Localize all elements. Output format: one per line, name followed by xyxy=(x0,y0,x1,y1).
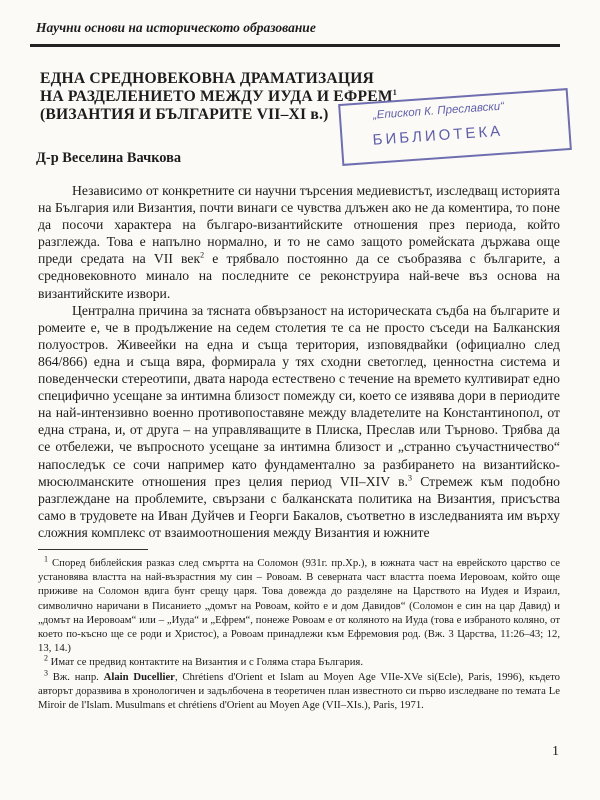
footnote-3 xyxy=(38,670,560,713)
header-rule xyxy=(30,44,560,47)
footnote-separator xyxy=(38,549,148,550)
footnote-ref-2: 2 xyxy=(200,250,205,260)
paragraph-1 xyxy=(38,182,560,302)
footnote-2-text: Имат се предвид контактите на Византия и с Голяма стара България. xyxy=(50,656,364,669)
paragraph-2-text-a: Централна причина за тясната обвързаност на историческата съдба на българите и ромеите е, че в продължение на седем столетия те са не просто съседи на Балканския полуостров. Живеейки на една и съща територия, изповядвайки (официално след 864/866) една и съща вяра, формирала у тях сходни светоглед, ценностна система и поведенчески стереотипи, двата народа естествено с течение на времето култивират едно специфично усещане за интимна близост помежду си, което се изявява дори в периодите на най-интензивно военно противопоставяне между владетелите на Константинопол, от една страна, и, от друга – на управляващите в Плиска, Преслав или Търново. Трябва да се отбележи, че въпросното усещане за интимна близост и „странно съучастничество“ напоследък се сочи например като фундаментално за разбирането на византийско-мюсюлманските отношения през целия период VII–XIV в. xyxy=(38,302,560,489)
title-line-3: (ВИЗАНТИЯ И БЪЛГАРИТЕ VII–XI в.) xyxy=(40,106,329,123)
footnote-3-number: 3 xyxy=(44,668,48,678)
footnotes xyxy=(38,556,560,712)
author-name: Д-р Веселина Вачкова xyxy=(36,150,182,166)
footnote-2-number: 2 xyxy=(44,653,48,663)
paragraph-1-text-a: Независимо от конкретните си научни търсения медиевистът, изследващ историята на България или Византия, почти винаги се чувства длъжен ако не да коментира, то поне да посочи характера на българо-византийските отношения през периода, който разглежда. Това е напълно нормално, и то не само защото ромейската държава още преди средата на VII век xyxy=(38,183,560,267)
title-line-2-text: НА РАЗДЕЛЕНИЕТО МЕЖДУ ИУДА И ЕФРЕМ xyxy=(40,88,393,105)
footnote-2 xyxy=(38,655,560,669)
footnote-1-text: Според библейския разказ след смъртта на Соломон (931г. пр.Хр.), в южната част на еврейското царство се установява властта на най-възрастния му син – Ровоам. В северната част властта поема Иеровоам, който още приживе на Соломон вдига бунт срещу царя. Това довежда до разделяне на Царството на Иудея и Израил, символично наричани в Писанието „домът на Ровоам, който е и дом Давидов“ (Соломон е син на цар Давид) и „домът на Иеровоам“ или – „Иуда“ и „Ефрем“, понеже Ровоам е от коляното на Иуда (това е избраното коляно, от което по-късно ще се роди и Христос), а Ровоам принадлежи към Ефремовия род. (Вж. 3 Царства, 11:26–43; 12, 13, 14.) xyxy=(38,557,561,655)
footnote-3-text-b: , Chrétiens d'Orient et Islam au Moyen Age VIIe-XVe si(Ecle), Paris, 1996), където авторът доразвива в хронологичен и задълбочена в теоретичен план известното си първо изследване по темата Le Miroir de l'Islam. Musulmans et chrétiens d'Orient au Moyen Age (VII–XIs.), Paris, 1971. xyxy=(38,670,560,712)
paragraph-2 xyxy=(38,302,560,541)
paragraph-1-text-b: е трябвало постоянно да се съобразява с българите, а средновековното минало на последните се реконструира най-вече въз основа на византийските извори. xyxy=(38,251,560,301)
paragraph-2-text-b: Стремеж към подобно разглеждане на проблемите, свързани с балканската политика на Византия, присъства само в трудовете на Иван Дуйчев и Георги Бакалов, съответно в изследванията им върху сложния комплекс от взаимоотношения между Византия и южните xyxy=(38,473,560,540)
title-line-1: ЕДНА СРЕДНОВЕКОВНА ДРАМАТИЗАЦИЯ xyxy=(40,70,375,87)
footnote-1-number: 1 xyxy=(44,554,48,564)
footnote-3-text-a: Вж. напр. xyxy=(52,670,104,683)
article-body xyxy=(38,182,560,541)
stamp-line-1: „Епископ К. Преславски“ xyxy=(372,100,505,122)
footnote-1 xyxy=(38,556,560,655)
page-number: 1 xyxy=(552,744,559,759)
stamp-line-2: БИБЛИОТЕКА xyxy=(372,122,504,149)
title-footnote-ref: 1 xyxy=(392,87,397,97)
running-head: Научни основи на историческото образование xyxy=(36,20,316,35)
footnote-3-author: Alain Ducellier xyxy=(103,670,175,683)
footnote-ref-3: 3 xyxy=(407,473,412,483)
